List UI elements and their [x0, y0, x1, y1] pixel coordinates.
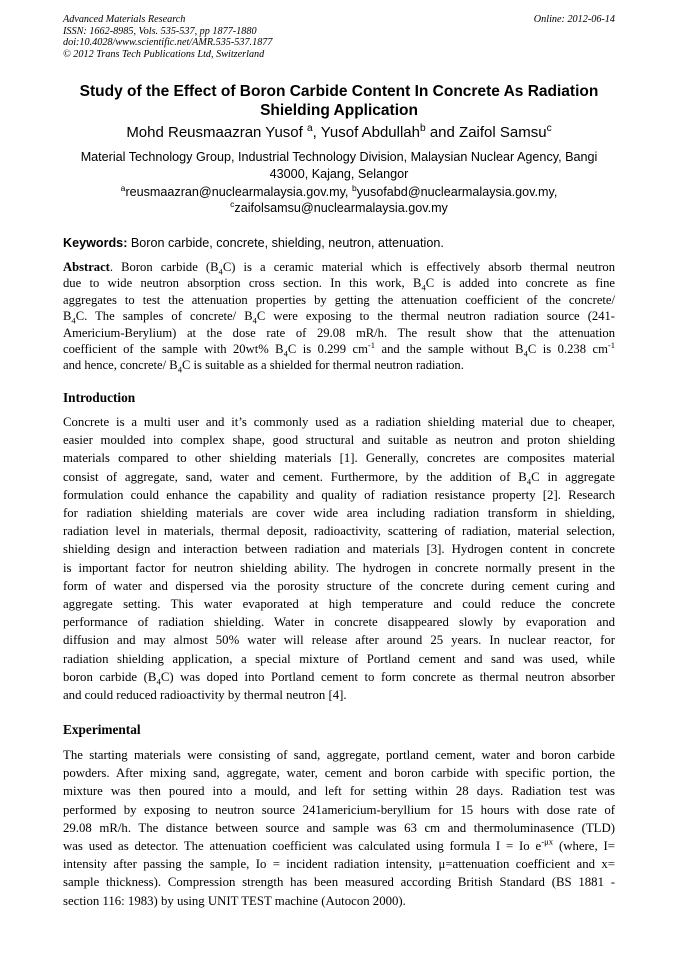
abstract-line: aggregates to test the attenuation properties by getting the attenuation coefficient of the concrete/ [63, 292, 615, 307]
paragraph-line: form of water and dispersed via the porosity structure of the concrete during cement curing and [63, 578, 615, 593]
paragraph-line [63, 468, 615, 486]
author-1: Mohd Reusmaazran Yusof [126, 124, 303, 141]
paragraph-line: easier moulded into complex shape, good structural and suitable as neutron and proton shielding [63, 433, 615, 448]
journal-header [63, 14, 615, 60]
author-2: Yusof Abdullah [320, 124, 420, 141]
keywords-text: Boron carbide, concrete, shielding, neutron, attenuation. [127, 236, 444, 250]
paragraph-text: consist of aggregate, sand, water and cement. Furthermore, by the addition of B [63, 469, 527, 484]
paragraph-text: boron carbide (B [63, 669, 157, 684]
paragraph-text: was used as detector. The attenuation coefficient was calculated using formula I = Io e [63, 839, 542, 854]
email-mark-c: c [230, 198, 235, 209]
abstract-line [63, 357, 615, 373]
abstract-line [63, 308, 615, 324]
abstract-text: due to wide neutron absorption cross section. In this work, B [63, 276, 422, 291]
paragraph-line: radiation level in materials, thermal deposit, radioactivity, scattering of radiation, material selection, [63, 524, 615, 539]
abstract-line [63, 341, 615, 357]
title-line-1: Study of the Effect of Boron Carbide Content In Concrete As Radiation [79, 83, 599, 100]
author-2-affil-mark: b [420, 123, 426, 134]
email-mark-a: a [120, 182, 126, 193]
paragraph-line [63, 837, 615, 855]
paragraph-line: radiation shielding application, a special mixture of Portland cement and sand was used, while [63, 651, 615, 666]
journal-copyright: © 2012 Trans Tech Publications Ltd, Switzerland [63, 48, 265, 60]
paragraph-line: The starting materials were consisting of sand, aggregate, portland cement, water and boron carbide [63, 748, 615, 762]
abstract-text: C. The samples of concrete/ B [75, 309, 253, 324]
paragraph-line: intensity after passing the sample, Io = incident radiation intensity, μ=attenuation coefficient and x= [63, 857, 615, 872]
subscript: 4 [71, 315, 76, 326]
paragraph-line: aggregate setting. This water evaporated at high temperature and could reduce the concrete [63, 597, 615, 612]
author-list [63, 123, 615, 142]
subscript: 4 [526, 476, 532, 487]
email-a: reusmaazran@nuclearmalaysia.gov.my, [125, 185, 352, 199]
keywords [63, 235, 615, 251]
abstract-text: C is suitable as a shielded for thermal neutron radiation. [181, 358, 464, 373]
paragraph-line: powders. After mixing sand, aggregate, water, cement and boron carbide with specific portion, the [63, 766, 615, 781]
paragraph-line: is important factor for neutron shielding ability. The hydrogen in concrete normally present in the [63, 560, 615, 575]
abstract-text: C is added into concrete as fine [425, 276, 615, 291]
affiliation-line-2: 43000, Kajang, Selangor [269, 167, 409, 181]
subscript: 4 [252, 315, 257, 326]
title-line-2: Shielding Application [260, 102, 418, 119]
paragraph-text: C) was doped into Portland cement to form concrete as thermal neutron absorber [160, 669, 615, 684]
paragraph-line: diffusion and may almost 50% water will release after around 25 years. In nuclear reactor, for [63, 633, 615, 648]
abstract-text: and the sample without B [375, 342, 524, 357]
author-separator: , [312, 124, 321, 141]
email-mark-b: b [351, 182, 357, 193]
paragraph-line: 29.08 mR/h. The distance between source and sample was 63 cm and thermoluminasence (TLD) [63, 820, 615, 835]
paragraph-line: and could reduced radioactivity by thermal neutron [4]. [63, 688, 347, 703]
paragraph-line: for radiation shielding materials are cover wide area including radiation transform in shielding, [63, 506, 615, 521]
section-heading-introduction: Introduction [63, 390, 136, 405]
abstract-text: coefficient of the sample with 20wt% B [63, 342, 284, 357]
paragraph-line: materials compared to other shielding materials [1]. Generally, concretes are composites material [63, 451, 615, 466]
author-3: Zaifol Samsu [459, 124, 547, 141]
abstract-text: C is 0.299 cm [287, 342, 368, 357]
abstract-label: Abstract [63, 260, 110, 274]
email-c: zaifolsamsu@nuclearmalaysia.gov.my [234, 201, 448, 215]
abstract-text: C were exposing to the thermal neutron radiation source (241- [256, 309, 615, 324]
affiliation-line-1: Material Technology Group, Industrial Technology Division, Malaysian Nuclear Agency, Bangi [80, 150, 598, 164]
paragraph-line: Concrete is a multi user and it’s commonly used as a radiation shielding material due to cheaper, [63, 415, 615, 429]
abstract-line [63, 259, 615, 275]
keywords-label: Keywords: [63, 236, 128, 250]
paragraph-line: performed by exposing to neutron source 241americium-beryllium for 15 hours with dose rate of [63, 802, 615, 817]
journal-issn: ISSN: 1662-8985, Vols. 535-537, pp 1877-1880 [63, 25, 257, 37]
paragraph-line: formulation could enhance the capability and quality of radiation resistance property [2]. Research [63, 487, 615, 502]
online-date: Online: 2012-06-14 [533, 14, 615, 25]
author-emails [63, 184, 615, 216]
paragraph-line [63, 668, 615, 686]
abstract-text: and hence, concrete/ B [63, 358, 178, 373]
abstract-line: Americium-Berylium) at the dose rate of 29.08 mR/h. The result show that the attenuation [63, 325, 615, 340]
experimental-paragraph [63, 746, 615, 910]
journal-name: Advanced Materials Research [63, 14, 186, 25]
paragraph-text: (where, I= [553, 839, 615, 854]
section-heading-experimental: Experimental [63, 722, 141, 737]
paragraph-line: shielding design and interaction between radiation and materials [3]. Hydrogen content in concrete [63, 542, 615, 557]
abstract-text: . Boron carbide (B [109, 260, 219, 274]
abstract-line [63, 275, 615, 291]
paragraph-line: performance of radiation shielding. Water in concrete disappeared slowly by evaporation and [63, 615, 615, 630]
paragraph-line: section 116: 1983) by using UNIT TEST machine (Autocon 2000). [63, 893, 406, 908]
abstract-text: C is 0.238 cm [527, 342, 608, 357]
paragraph-text: C in aggregate [531, 469, 615, 484]
subscript: 4 [177, 364, 182, 375]
abstract-text: C) is a ceramic material which is effectively absorb thermal neutron [222, 260, 616, 274]
affiliation [63, 149, 615, 183]
paper-title [63, 82, 615, 120]
paragraph-line: sample thickness). Compression strength has been measured according British Standard (BS 1881 - [63, 875, 615, 890]
subscript: 4 [218, 266, 223, 277]
abstract-text: B [63, 309, 72, 324]
subscript: 4 [523, 348, 528, 359]
paragraph-line: mixture was then poured into a mould, and left for setting within 28 days. Radiation test was [63, 784, 615, 799]
author-separator: and [425, 124, 460, 141]
email-b: yusofabd@nuclearmalaysia.gov.my, [356, 185, 558, 199]
subscript: 4 [283, 348, 288, 359]
abstract [63, 259, 615, 374]
subscript: 4 [421, 282, 426, 293]
subscript: 4 [156, 676, 161, 687]
superscript: -1 [367, 339, 375, 350]
superscript: -1 [607, 339, 615, 350]
author-1-affil-mark: a [306, 123, 313, 134]
introduction-paragraph [63, 413, 615, 704]
superscript: -μx [541, 836, 554, 847]
journal-doi: doi:10.4028/www.scientific.net/AMR.535-537.1877 [63, 37, 273, 48]
author-3-affil-mark: c [546, 123, 552, 134]
